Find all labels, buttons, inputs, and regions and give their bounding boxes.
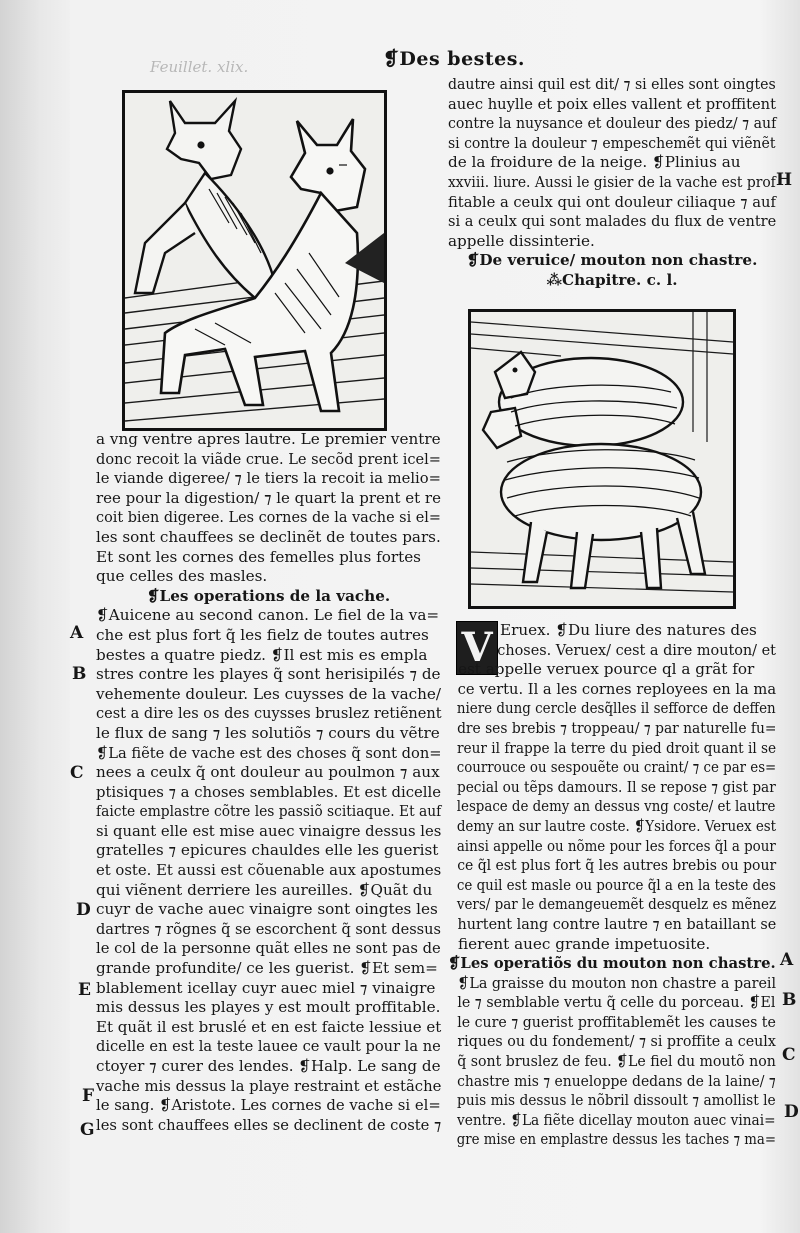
running-head: ❡Des bestes. [383,48,526,70]
text-line: bestes a quatre piedz. ❡Il est mis es empla [96,645,428,664]
woodcut-cattle-drawing [125,93,384,428]
woodcut-sheep-drawing [471,312,733,606]
text-line: contre la nuysance et douleur des piedz/ ⁊ auf [448,114,777,133]
margin-letter: G [80,1120,95,1140]
woodcut-sheep [468,309,736,609]
margin-letter: B [782,990,797,1010]
text-line: le viande digeree/ ⁊ le tiers la recoit ia melio= [96,469,441,488]
text-line: ❡La graisse du mouton non chastre a pareil [457,973,777,992]
text-line: courrouce ou sespouẽte ou craint/ ⁊ ce par es= [456,758,777,777]
chapter-heading: ❡De veruice/ mouton non chastre. [466,251,758,270]
text-line: gratelles ⁊ epicures chauldes elle les guerist [96,841,439,860]
text-line: ainsi appelle ou nõme pour les forces q̃l a pour [456,836,776,855]
text-line: ce quil est masle ou pource q̃l a en la teste des [456,875,776,894]
text-line: ❡La fiẽte de vache est des choses q̃ sont don= [96,743,442,762]
show-through-folio: Feuillet. xlix. [150,58,249,76]
text-line: chastre mis ⁊ enueloppe dedans de la laine/ ⁊ [457,1071,776,1090]
text-line: ❡Auicene au second canon. Le fiel de la va= [96,606,440,625]
text-line: dautre ainsi quil est dit/ ⁊ si elles sont oingtes [448,75,776,93]
text-line: et oste. Et aussi est cõuenable aux apostumes [96,861,442,880]
text-line: qui viẽnent derriere les aureilles. ❡Quãt du [96,880,433,899]
text-line: ce vertu. Il a les cornes reployees en la ma [457,679,777,698]
margin-letter: D [76,900,91,920]
text-line: riques ou du fondement/ ⁊ si proffite a ceulx [457,1032,776,1051]
text-line: grande profundite/ ce les guerist. ❡Et sem= [96,959,438,978]
text-line: nees a ceulx q̃ ont douleur au poulmon ⁊ aux [96,763,440,782]
text-line: le ⁊ semblable vertu q̃ celle du porceau. ❡El [457,993,776,1012]
section-heading: ❡Les operations de la vache. [146,586,391,605]
text-line: si a ceulx qui sont malades du flux de ventre [448,212,777,231]
chapter-number: ⁂Chapitre. c. l. [546,270,678,289]
text-line: le cure ⁊ guerist proffitablemẽt les causes te [457,1012,776,1031]
text-line: les sont chauffees se declinẽt de toutes pars. [96,527,441,546]
margin-letter: A [780,950,794,970]
text-line: le col de la personne quãt elles ne sont pas de [96,939,441,958]
text-line: xxviii. liure. Aussi le gisier de la vache est prof [448,172,776,191]
text-line: mis dessus les playes y est moult proffitable. [96,998,441,1017]
text-line: blablement icellay cuyr auec miel ⁊ vinaigre [96,978,436,997]
text-line: ctoyer ⁊ curer des lendes. ❡Halp. Le sang de [96,1057,441,1075]
text-line: ree pour la digestion/ ⁊ le quart la prent et re [96,488,441,507]
text-line: que celles des masles. [96,567,268,586]
text-line: choses. Veruex/ cest a dire mouton/ et [497,640,776,659]
section-heading: ❡Les operatiõs du mouton non chastre. [448,954,776,973]
margin-letter: C [70,763,84,783]
page-gutter-shadow [0,0,70,1233]
text-line: cest a dire les os des cuysses bruslez retiẽnent [96,704,442,723]
text-line: demy an sur lautre coste. ❡Ysidore. Veruex est [456,816,777,835]
text-line: dre ses brebis ⁊ troppeau/ ⁊ par naturelle fu= [457,718,777,737]
text-line: pecial ou tẽps damours. Il se repose ⁊ gist par [456,777,776,796]
text-line: fitable a ceulx qui ont douleur ciliaque ⁊ auf [448,192,776,211]
margin-letter: F [82,1086,95,1106]
text-line: les sont chauffees elles se declinent de coste ⁊ [96,1115,442,1134]
margin-letter: D [784,1102,799,1122]
right-column-upper [448,75,776,291]
text-line: de la froidure de la neige. ❡Plinius au [448,153,741,172]
margin-letter: H [776,170,793,190]
margin-letter: B [72,664,87,684]
text-line: faicte emplastre cõtre les passiõ scitiaque. Et auf [96,802,442,821]
text-line: vers/ par le demangeuemẽt desquelz es mẽnez [456,895,777,914]
margin-letter: A [70,623,84,643]
margin-letter: C [782,1045,796,1065]
text-line: appelle dissinterie. [448,231,595,250]
text-line: vache mis dessus la playe restraint et estãche [96,1076,442,1095]
text-line: si contre la douleur ⁊ empeschemẽt qui viẽnẽt [448,133,776,152]
text-line: fierent auec grande impetuosite. [458,934,711,953]
drop-cap: V [456,621,498,675]
text-line: stres contre les playes q̃ sont herisipilés ⁊ de [96,665,441,684]
text-line: donc recoit la viãde crue. Le secõd prent icel= [96,449,441,468]
text-line: si quant elle est mise auec vinaigre dessus les [96,821,442,840]
text-line: lespace de demy an dessus vng coste/ et lautre [456,797,776,816]
text-line: Et sont les cornes des femelles plus fortes [96,547,421,566]
text-line: auec huylle et poix elles vallent et proffitent [448,94,777,113]
text-line: ce q̃l est plus fort q̃ les autres brebis ou pour [457,856,777,875]
text-line: niere dung cercle desq̃lles il sefforce de deffen [456,699,776,718]
text-line: vehemente douleur. Les cuysses de la vache/ [96,684,442,703]
right-column-lower [448,621,776,1150]
text-line: ptisiques ⁊ a choses semblables. Et est dicelle [96,782,442,801]
text-line: gre mise en emplastre dessus les taches ⁊ ma= [456,1130,777,1149]
text-line: coit bien digeree. Les cornes de la vache si el= [96,508,441,527]
text-line: reur il frappe la terre du pied droit quant il se [456,738,777,757]
text-line: hurtent lang contre lautre ⁊ en bataillant se [457,914,777,933]
woodcut-cattle [122,90,387,431]
text-line: le flux de sang ⁊ les solutiõs ⁊ cours du vẽtre [96,723,440,742]
text-line: est appelle veruex pource ql a grãt for [458,660,755,679]
text-line: puis mis dessus le nõbril dissoult ⁊ amollist le [457,1091,776,1110]
text-line: cuyr de vache auec vinaigre sont oingtes les [96,900,438,919]
text-line: ventre. ❡La fiẽte dicellay mouton auec vinai= [457,1110,776,1129]
text-line: che est plus fort q̃ les fielz de toutes autres [96,625,429,644]
text-line: dartres ⁊ rõgnes q̃ se escorchent q̃ sont dessus [96,919,441,938]
margin-letter: E [78,980,91,1000]
text-line: Et quãt il est bruslé et en est faicte lessiue et [96,1017,442,1036]
text-line: le sang. ❡Aristote. Les cornes de vache si el= [96,1096,441,1115]
text-line: q̃ sont bruslez de feu. ❡Le fiel du moutõ non [457,1052,776,1071]
left-column-upper [96,430,441,1135]
text-line: dicelle en est la teste lauee ce vault pour la ne [96,1037,441,1056]
text-line: a vng ventre apres lautre. Le premier ventre [96,430,441,448]
text-line: Eruex. ❡Du liure des natures des [500,621,757,639]
